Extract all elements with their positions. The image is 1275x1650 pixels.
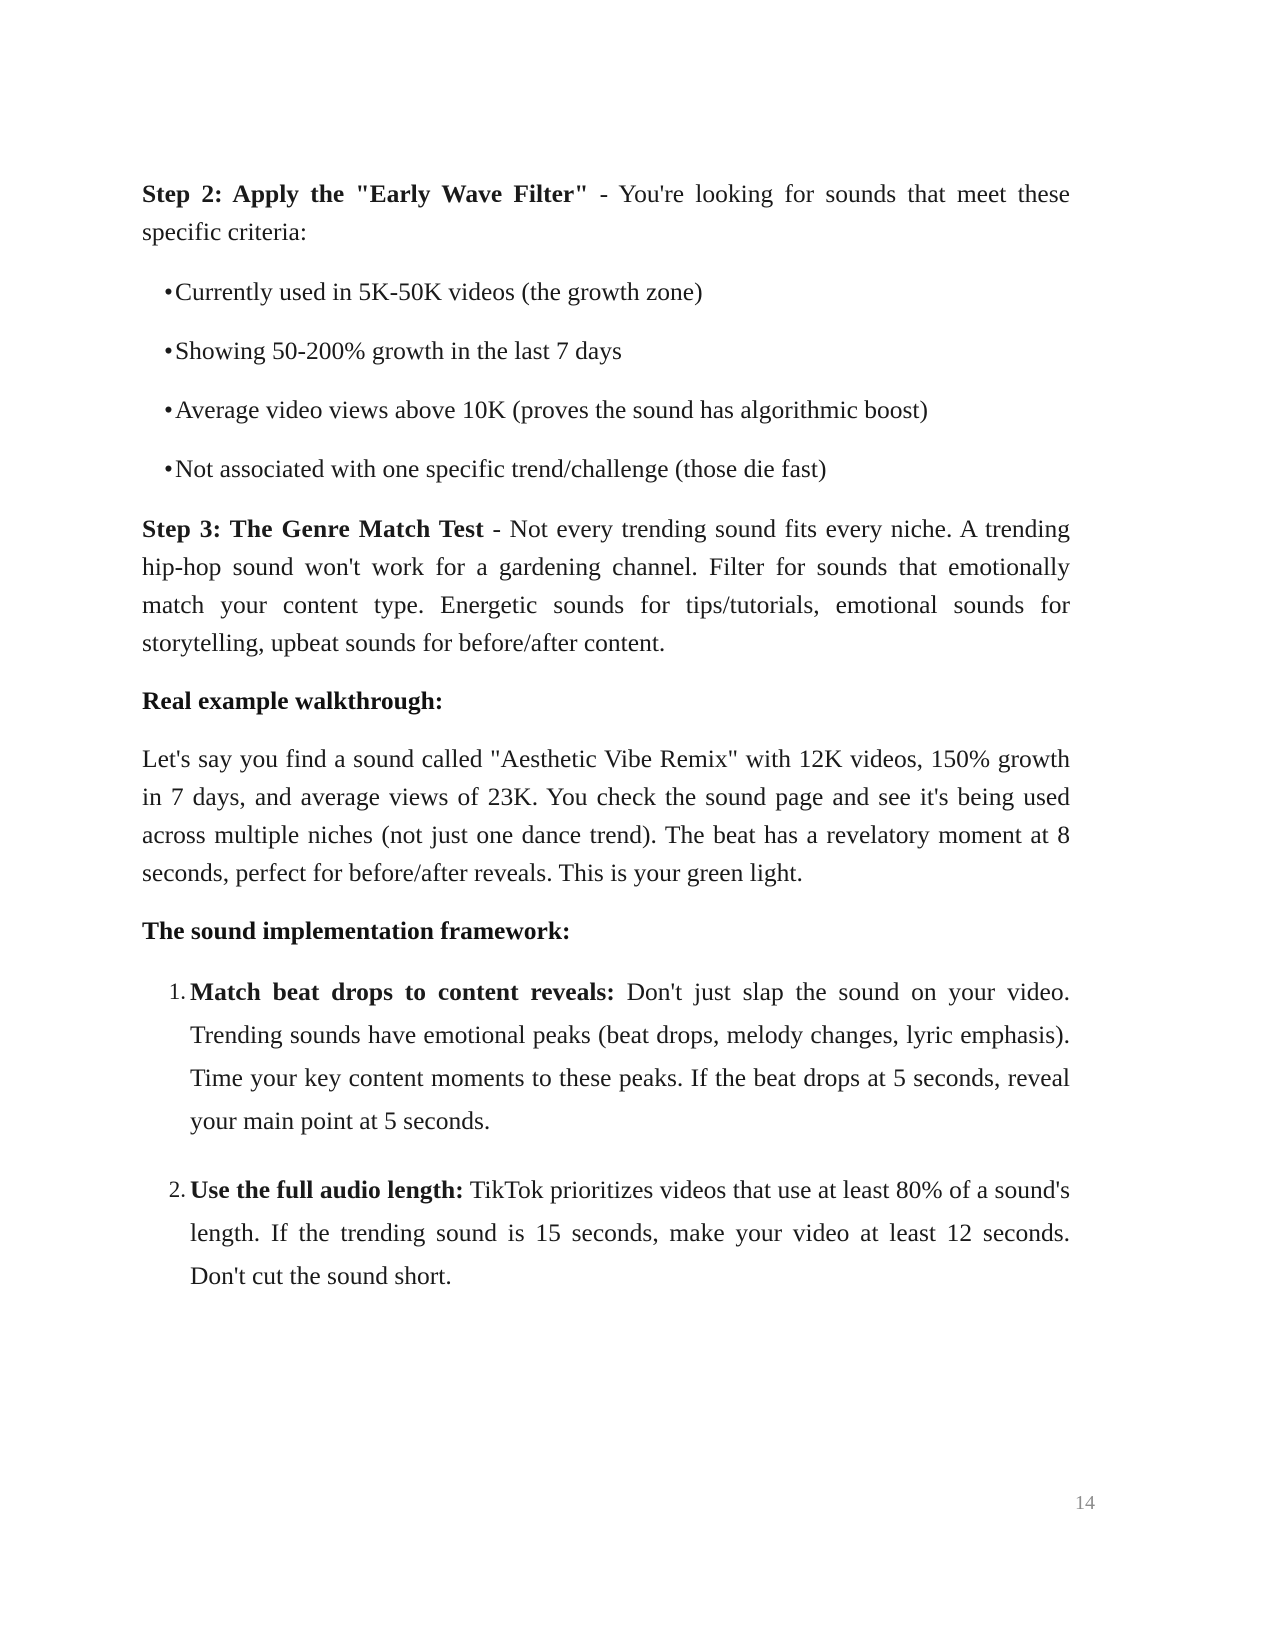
bullet-icon: • (164, 336, 173, 365)
list-item (142, 273, 1070, 311)
framework-item-body: TikTok prioritizes videos that use at least 80% of a sound's length. If the trending sound is 15 seconds, make your video at least 12 seconds. Don't cut the sound short. (190, 1175, 1070, 1290)
step-3-body: - Not every trending sound fits every niche. A trending hip-hop sound won't work for a gardening channel. Filter for sounds that emotionally match your content type. Energetic sounds for tips/tutorials, emotional sounds for storytelling, upbeat sounds for before/after content. (142, 514, 1070, 657)
criteria-text: Showing 50-200% growth in the last 7 days (175, 336, 622, 365)
list-item (142, 450, 1070, 488)
list-item (142, 391, 1070, 429)
framework-list (142, 970, 1070, 1297)
walkthrough-heading: Real example walkthrough: (142, 686, 444, 715)
bullet-icon: • (164, 395, 173, 424)
step-3-lead: Step 3: The Genre Match Test (142, 514, 484, 543)
criteria-text: Currently used in 5K-50K videos (the growth zone) (175, 277, 703, 306)
list-item (142, 970, 1070, 1142)
step-2-lead: Step 2: Apply the "Early Wave Filter" (142, 179, 589, 208)
framework-item-body: Don't just slap the sound on your video. Trending sounds have emotional peaks (beat drops, melody changes, lyric emphasis). Time your key content moments to these peaks. If the beat drops at 5 seconds, reveal your main point at 5 seconds. (190, 977, 1070, 1135)
criteria-list (142, 273, 1070, 488)
criteria-text: Not associated with one specific trend/challenge (those die fast) (175, 454, 827, 483)
bullet-icon: • (164, 454, 173, 483)
page-number: 14 (1075, 1492, 1095, 1514)
bullet-icon: • (164, 277, 173, 306)
paragraph-step-2 (142, 175, 1070, 251)
list-item-number: 1. (168, 979, 186, 1004)
framework-item-lead: Use the full audio length: (190, 1175, 464, 1204)
list-item (142, 332, 1070, 370)
framework-item-lead: Match beat drops to content reveals: (190, 977, 615, 1006)
paragraph-step-3 (142, 510, 1070, 662)
framework-heading: The sound implementation framework: (142, 916, 571, 945)
walkthrough-paragraph: Let's say you find a sound called "Aesthetic Vibe Remix" with 12K videos, 150% growth in 7 days, and average views of 23K. You check the sound page and see it's being used across multiple niches (not just one dance trend). The beat has a revelatory moment at 8 seconds, perfect for before/after reveals. This is your green light. (142, 744, 1070, 887)
criteria-text: Average video views above 10K (proves the sound has algorithmic boost) (175, 395, 929, 424)
step-2-body: - You're looking for sounds that meet these specific criteria: (142, 179, 1070, 246)
list-item-number: 2. (168, 1177, 186, 1202)
list-item (142, 1168, 1070, 1297)
